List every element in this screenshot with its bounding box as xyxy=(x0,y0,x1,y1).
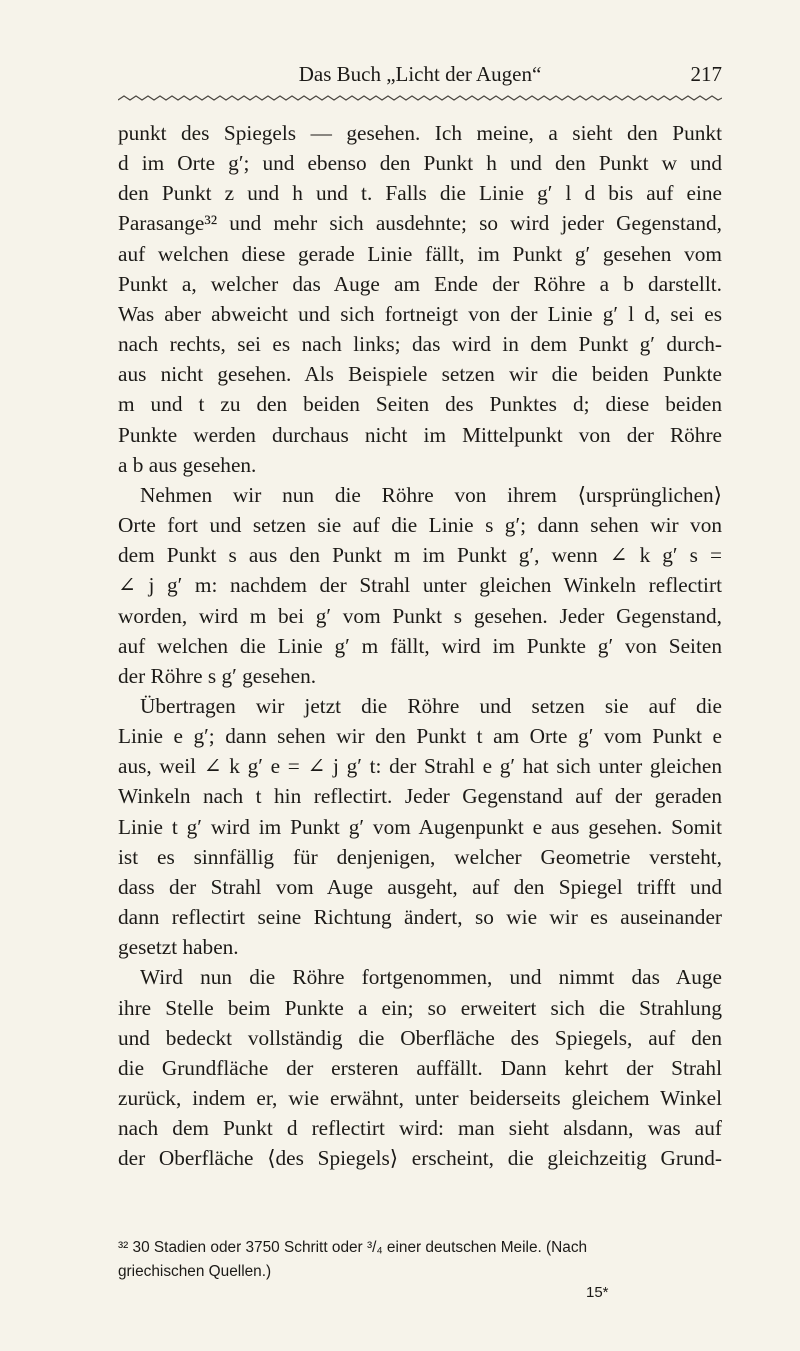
text-line: aus nicht gesehen. Als Beispiele setzen wir die beiden Punkte xyxy=(118,362,722,387)
text-line: Punkte werden durchaus nicht im Mittelpunkt von der Röhre xyxy=(118,422,722,447)
text-line: nach rechts, sei es nach links; das wird in dem Punkt g′ durch- xyxy=(118,332,722,357)
text-line: Nehmen wir nun die Röhre von ihrem ⟨ursprünglichen⟩ xyxy=(140,482,722,507)
text-line: Parasange³² und mehr sich ausdehnte; so wird jeder Gegenstand, xyxy=(118,211,722,236)
text-line: nach dem Punkt d reflectirt wird: man sieht alsdann, was auf xyxy=(118,1116,722,1141)
text-line: und bedeckt vollständig die Oberfläche des Spiegels, auf den xyxy=(118,1025,722,1050)
text-line: Linie t g′ wird im Punkt g′ vom Augenpunkt e aus gesehen. Somit xyxy=(118,814,722,839)
text-line: dann reflectirt seine Richtung ändert, so wie wir es auseinander xyxy=(118,905,722,930)
text-line: Linie e g′; dann sehen wir den Punkt t am Orte g′ vom Punkt e xyxy=(118,724,722,749)
page-number: 217 xyxy=(690,62,722,86)
text-line: aus, weil ∠ k g′ e = ∠ j g′ t: der Strahl e g′ hat sich unter gleichen xyxy=(118,754,722,779)
text-line: punkt des Spiegels — gesehen. Ich meine, a sieht den Punkt xyxy=(118,121,722,145)
text-line: d im Orte g′; und ebenso den Punkt h und den Punkt w und xyxy=(118,151,722,176)
text-line: m und t zu den beiden Seiten des Punktes d; diese beiden xyxy=(118,392,722,417)
text-line: auf welchen die Linie g′ m fällt, wird im Punkte g′ von Seiten xyxy=(118,633,722,658)
text-line: dem Punkt s aus den Punkt m im Punkt g′, wenn ∠ k g′ s = xyxy=(118,543,722,568)
text-line: Winkeln nach t hin reflectirt. Jeder Gegenstand auf der geraden xyxy=(118,784,722,809)
text-line: der Oberfläche ⟨des Spiegels⟩ erscheint, die gleichzeitig Grund- xyxy=(118,1146,722,1171)
text-line: dass der Strahl vom Auge ausgeht, auf den Spiegel trifft und xyxy=(118,874,722,899)
text-line: Wird nun die Röhre fortgenommen, und nimmt das Auge xyxy=(140,965,722,990)
text-line: die Grundfläche der ersteren auffällt. Dann kehrt der Strahl xyxy=(118,1055,722,1080)
text-line: Orte fort und setzen sie auf die Linie s g′; dann sehen wir von xyxy=(118,513,722,538)
body-text xyxy=(118,118,722,1173)
text-line: Punkt a, welcher das Auge am Ende der Röhre a b darstellt. xyxy=(118,271,722,296)
text-line: ihre Stelle beim Punkte a ein; so erweitert sich die Strahlung xyxy=(118,995,722,1020)
text-line: auf welchen diese gerade Linie fällt, im Punkt g′ gesehen vom xyxy=(118,241,722,266)
text-line: ist es sinnfällig für denjenigen, welcher Geometrie versteht, xyxy=(118,844,722,869)
text-line: zurück, indem er, wie erwähnt, unter beiderseits gleichem Winkel xyxy=(118,1086,722,1110)
running-header xyxy=(118,62,722,92)
footnote-line: ³² 30 Stadien oder 3750 Schritt oder ³/₄ einer deutschen Meile. (Nach xyxy=(118,1239,588,1256)
footnote-line: griechischen Quellen.) xyxy=(118,1263,272,1280)
text-line: der Röhre s g′ gesehen. xyxy=(118,663,317,688)
text-line: den Punkt z und h und t. Falls die Linie g′ l d bis auf eine xyxy=(118,181,722,206)
text-line: gesetzt haben. xyxy=(118,935,239,960)
text-line: ∠ j g′ m: nachdem der Strahl unter gleichen Winkeln reflectirt xyxy=(118,573,722,598)
text-line: Übertragen wir jetzt die Röhre und setzen sie auf die xyxy=(140,693,722,718)
header-title: Das Buch „Licht der Augen“ xyxy=(298,62,542,86)
footnote xyxy=(118,1236,722,1284)
text-line: worden, wird m bei g′ vom Punkt s gesehen. Jeder Gegenstand, xyxy=(118,603,722,628)
signature-mark: 15* xyxy=(586,1284,609,1301)
text-line: Was aber abweicht und sich fortneigt von der Linie g′ l d, sei es xyxy=(118,301,722,326)
text-line: a b aus gesehen. xyxy=(118,452,257,477)
header-ornament-rule xyxy=(118,93,722,103)
